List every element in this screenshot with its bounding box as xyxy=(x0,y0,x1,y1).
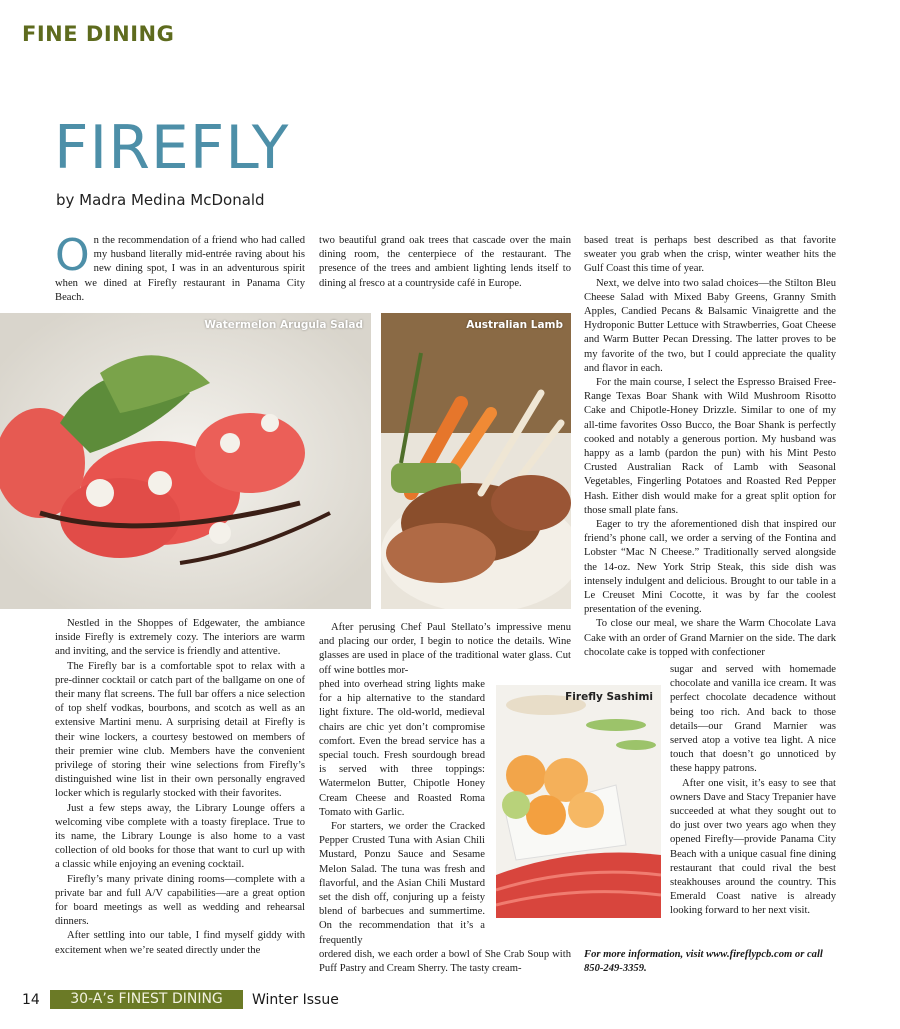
col2-top xyxy=(319,234,571,291)
col3-bottom xyxy=(670,663,836,919)
col3-top xyxy=(584,234,836,660)
col3-paragraph: Next, we delve into two salad choices—the Stilton Bleu Cheese Salad with Mixed Baby Greens, Granny Smith Apples, Candied Pecans & Balsamic Vinaigrette and the Hydroponic Butter Lettuce with Strawberries, Goat Cheese and Warm Butter Pecan Dressing. The latter proves to be my favorite of the two, but I could appreciate the quality and flavor in each. xyxy=(584,277,836,374)
col1-paragraph: Firefly’s many private dining rooms—complete with a private bar and full A/V capabilities—are a great option for board meetings as well as wedding and rehearsal dinners. xyxy=(55,873,305,928)
col1-top xyxy=(55,230,305,305)
article-title: FIREFLY xyxy=(54,113,290,183)
col2-bottom-c xyxy=(319,948,571,976)
col3-paragraph: To close our meal, we share the Warm Chocolate Lava Cake with an order of Grand Marnier on the side. The dark chocolate cake is topped with confectioner xyxy=(584,618,836,658)
col1-paragraph: Nestled in the Shoppes of Edgewater, the ambiance inside Firefly is extremely cozy. The interiors are warm and inviting, and the service is friendly and attentive. xyxy=(55,618,305,658)
more-info: For more information, visit www.fireflypcb.com or call 850-249-3359. xyxy=(584,949,823,974)
col3-paragraph: For the main course, I select the Espresso Braised Free-Range Texas Boar Shank with Wild Mushroom Risotto Cake and Chipotle-Honey Drizzle. Similar to one of my all-time favorites Osso Bucco, the Boar Shank is perfectly cooked and notably a generous portion. My husband was happy as a lamb (pardon the pun) with his Mint Pesto Crusted Australian Rack of Lamb with Seasonal Vegetables, Fingerling Potatoes and Roasted Red Pepper Hash. Either dish would make for a great split option for those small plate fans. xyxy=(584,377,836,516)
col3-paragraph: After one visit, it’s easy to see that owners Dave and Stacy Trepanier have succeeded at what they sought out to do just over two years ago when they opened Firefly—provide Panama City Beach with a unique casual fine dining restaurant that could rival the best steakhouses around the country. This Emerald Coast native is already looking forward to her next visit. xyxy=(670,777,836,917)
lamb-photo xyxy=(381,313,571,609)
byline: by Madra Medina McDonald xyxy=(56,191,265,209)
issue-label: Winter Issue xyxy=(252,992,339,1008)
col2-bottom-a xyxy=(319,621,571,678)
col1-paragraph: Just a few steps away, the Library Lounge offers a welcoming vibe complete with a toasty fireplace. True to its name, the Library Lounge is also home to a vast collection of old books for those that want to curl up with a classic while enjoying an evening cocktail. xyxy=(55,802,305,871)
salad-photo xyxy=(0,313,371,609)
section-label: FINE DINING xyxy=(22,22,175,46)
col2-bottom-b xyxy=(319,678,485,948)
col2-paragraph: After perusing Chef Paul Stellato’s impressive menu and placing our order, I begin to notice the details. Wine glasses are used in place of the traditional water glass. Cut off wine bottles mor- xyxy=(319,622,571,676)
intro-paragraph xyxy=(55,230,305,305)
col3-paragraph: Eager to try the aforementioned dish that inspired our friend’s phone call, we order a serving of the Fontina and Lobster “Mac N Cheese.” Traditionally served alongside the 14-oz. New York Strip Steak, this side dish was intensely indulgent and delicious. Brought to our table in a Le Creuset Mini Cocotte, it was by far the coolest presentation of the evening. xyxy=(584,519,836,616)
lamb-caption: Australian Lamb xyxy=(466,319,563,331)
col2-paragraph: ordered dish, we each order a bowl of She Crab Soup with Puff Pastry and Cream Sherry. The tasty cream- xyxy=(319,949,571,975)
salad-caption: Watermelon Arugula Salad xyxy=(204,319,363,331)
col3-paragraph: based treat is perhaps best described as that favorite sweater you grab when the crisp, winter weather hits the Gulf Coast this time of year. xyxy=(584,235,836,275)
drop-cap: O xyxy=(55,230,90,281)
col2-top-paragraph: two beautiful grand oak trees that cascade over the main dining room, the centerpiece of the restaurant. The presence of the trees and ambient lighting lends itself to dining al fresco at a countryside café in Europe. xyxy=(319,235,571,289)
col1-paragraph: After settling into our table, I find myself giddy with excitement when we’re seated directly under the xyxy=(55,930,305,956)
col2-paragraph: phed into overhead string lights make for a hip alternative to the standard light fixture. The old-world, medieval chairs are chic yet don’t compromise comfort. Even the bread service has a special touch. Fresh sourdough bread is served with three toppings: Watermelon Butter, Chipotle Honey Cream Cheese and Roasted Roma Tomato with Garlic. xyxy=(319,679,485,818)
sashimi-caption: Firefly Sashimi xyxy=(565,691,653,703)
magazine-name: 30-A’s FINEST DINING xyxy=(50,990,243,1009)
col1-bottom xyxy=(55,617,305,958)
page-number: 14 xyxy=(22,992,40,1008)
salad-image xyxy=(0,313,371,609)
sashimi-image xyxy=(496,685,661,918)
sashimi-photo xyxy=(496,685,661,918)
col2-paragraph: For starters, we order the Cracked Pepper Crusted Tuna with Asian Chili Mustard, Ponzu Sauce and Sesame Melon Salad. The tuna was fresh and flavorful, and the Asian Chili Mustard set the dish off, conjuring up a feisty blend of barbecues and summertime. On the recommendation that it’s a frequently xyxy=(319,821,485,946)
col3-paragraph: sugar and served with homemade chocolate and vanilla ice cream. It was perfect chocolate decadence without being too rich. And back to those details—our Grand Marnier was served atop a votive tea light. A nice touch that doesn’t go unnoticed by these happy patrons. xyxy=(670,664,836,775)
intro-text: n the recommendation of a friend who had called my husband literally mid-entrée raving about his new dining spot, I was in an adventurous spirit when we dined at Firefly restaurant in Panama City Beach. xyxy=(55,235,305,303)
lamb-image xyxy=(381,313,571,609)
col1-paragraph: The Firefly bar is a comfortable spot to relax with a pre-dinner cocktail or catch part of the ballgame on one of their many flat screens. The full bar offers a nice selection of top shelf vodkas, bourbons, and scotch as well as an extensive Martini menu. A surprising detail at Firefly is their wine lockers, a courtesy bestowed on members of their premier wine club. Members have the convenient privilege of storing their wine selections from Firefly’s distinguished wine list in their own personally engraved locker which is regularly stocked with their favorites. xyxy=(55,660,305,800)
